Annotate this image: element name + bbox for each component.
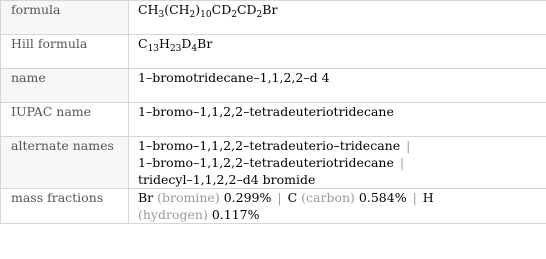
mass-fraction-h: H (hydrogen) 0.117% — [138, 190, 434, 222]
name-label: name — [1, 69, 129, 103]
table-row-mass-fractions — [1, 189, 546, 224]
separator: | — [406, 138, 411, 153]
alternate-names-value — [129, 137, 546, 189]
separator: | — [277, 190, 282, 205]
alternate-names-label: alternate names — [1, 137, 129, 189]
table-row-formula — [1, 1, 546, 35]
iupac-name-label: IUPAC name — [1, 103, 129, 137]
table-row-hill-formula — [1, 35, 546, 69]
separator: | — [412, 190, 417, 205]
mass-fractions-label: mass fractions — [1, 189, 129, 224]
mass-fraction-br: Br (bromine) 0.299% — [138, 190, 272, 205]
table-row-iupac-name — [1, 103, 546, 137]
iupac-name-value: 1–bromo–1,1,2,2–tetradeuteriotridecane — [129, 103, 546, 137]
formula-label: formula — [1, 1, 129, 35]
formula-value: $CH_3(CH_2)_{10}CD_2CD_2Br$ — [129, 1, 546, 35]
mass-fractions-value — [129, 189, 546, 224]
alternate-name: 1–bromo–1,1,2,2–tetradeuteriotridecane — [138, 155, 394, 170]
table-row-alternate-names — [1, 137, 546, 189]
hill-formula-value: $C_{13}H_{23}D_4Br$ — [129, 35, 546, 69]
table-row-name — [1, 69, 546, 103]
mass-fraction-c: C (carbon) 0.584% — [287, 190, 407, 205]
separator: | — [399, 155, 405, 170]
alternate-name: 1–bromo–1,1,2,2–tetradeuterio–tridecane — [138, 138, 401, 153]
hill-formula-label: Hill formula — [1, 35, 129, 69]
alternate-name: tridecyl–1,1,2,2–d4 bromide — [138, 172, 316, 187]
name-value: 1–bromotridecane–1,1,2,2–d 4 — [129, 69, 546, 103]
